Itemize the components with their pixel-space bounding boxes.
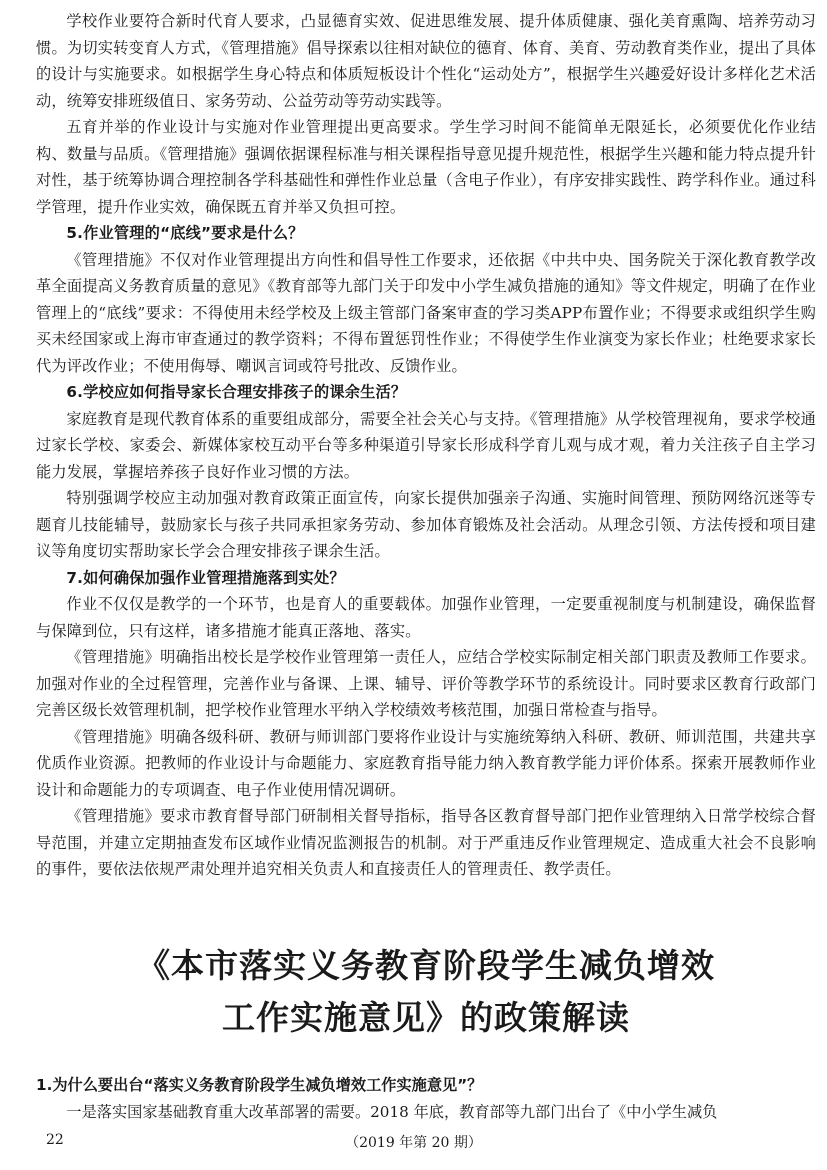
section-heading-1: 1.为什么要出台“落实义务教育阶段学生减负增效工作实施意见”？ <box>36 1076 483 1094</box>
paragraph: 《管理措施》明确各级科研、教研与师训部门要将作业设计与实施统筹纳入科研、教研、师训范围，共建共享优质作业资源。把教师的作业设计与命题能力、家庭教育指导能力纳入教育教学能力评价体系。探索开展教师作业设计和命题能力的专项调查、电子作业使用情况调研。 <box>36 727 816 799</box>
section-heading-6: 6.学校应如何指导家长合理安排孩子的课余生活？ <box>66 383 407 401</box>
article-2-body <box>36 1072 816 1125</box>
paragraph: 一是落实国家基础教育重大改革部署的需要。2018 年底，教育部等九部门出台了《中小学生减负 <box>66 1102 718 1121</box>
article-title-line-2: 工作实施意见》的政策解读 <box>222 998 630 1037</box>
article-title-line-1: 《本市落实义务教育阶段学生减负增效 <box>137 946 715 985</box>
section-heading-5: 5.作业管理的“底线”要求是什么？ <box>66 224 304 242</box>
paragraph: 作业不仅仅是教学的一个环节，也是育人的重要载体。加强作业管理，一定要重视制度与机制建设，确保监督与保障到位，只有这样，诸多措施才能真正落地、落实。 <box>36 595 816 640</box>
issue-label: （2019 年第 20 期） <box>345 1135 482 1151</box>
paragraph: 《管理措施》不仅对作业管理提出方向性和倡导性工作要求，还依据《中共中央、国务院关于深化教育教学改革全面提高义务教育质量的意见》《教育部等九部门关于印发中小学生减负措施的通知》等文件规定，明确了在作业管理上的“底线”要求：不得使用未经学校及上级主管部门备案审查的学习类APP布置作业；不得要求或组织学生购买未经国家或上海市审查通过的教学资料；不得布置惩罚性作业；不得使学生作业演变为家长作业；杜绝要求家长代为评改作业；不使用侮辱、嘲讽言词或符号批改、反馈作业。 <box>36 250 816 375</box>
paragraph: 学校作业要符合新时代育人要求，凸显德育实效、促进思维发展、提升体质健康、强化美育熏陶、培养劳动习惯。为切实转变育人方式，《管理措施》倡导探索以往相对缺位的德育、体育、美育、劳动教育类作业，提出了具体的设计与实施要求。如根据学生身心特点和体质短板设计个性化“运动处方”，根据学生兴趣爱好设计多样化艺术活动，统筹安排班级值日、家务劳动、公益劳动等劳动实践等。 <box>36 12 816 110</box>
article-body <box>36 8 816 883</box>
page-number: 22 <box>46 1132 64 1148</box>
section-heading-7: 7.如何确保加强作业管理措施落到实处？ <box>66 568 345 587</box>
article-title <box>36 940 816 1044</box>
paragraph: 家庭教育是现代教育体系的重要组成部分，需要全社会关心与支持。《管理措施》从学校管理视角，要求学校通过家长学校、家委会、新媒体家校互动平台等多种渠道引导家长形成科学育儿观与成才观，着力关注孩子自主学习能力发展，掌握培养孩子良好作业习惯的方法。 <box>36 409 816 481</box>
paragraph: 《管理措施》要求市教育督导部门研制相关督导指标，指导各区教育督导部门把作业管理纳入日常学校综合督导范围，并建立定期抽查发布区域作业情况监测报告的机制。对于严重违反作业管理规定、造成重大社会不良影响的事件，要依法依规严肃处理并追究相关负责人和直接责任人的管理责任、教学责任。 <box>36 807 816 878</box>
paragraph: 五育并举的作业设计与实施对作业管理提出更高要求。学生学习时间不能简单无限延长，必须要优化作业结构、数量与品质。《管理措施》强调依据课程标准与相关课程指导意见提升规范性，根据学生兴趣和能力特点提升针对性，基于统筹协调合理控制各学科基础性和弹性作业总量（含电子作业），有序安排实践性、跨学科作业。通过科学管理，提升作业实效，确保既五育并举又负担可控。 <box>36 118 816 216</box>
paragraph: 《管理措施》明确指出校长是学校作业管理第一责任人，应结合学校实际制定相关部门职责及教师工作要求。加强对作业的全过程管理，完善作业与备课、上课、辅导、评价等教学环节的系统设计。同时要求区教育行政部门完善区级长效管理机制，把学校作业管理水平纳入学校绩效考核范围，加强日常检查与指导。 <box>36 648 816 719</box>
paragraph: 特别强调学校应主动加强对教育政策正面宣传，向家长提供加强亲子沟通、实施时间管理、预防网络沉迷等专题育儿技能辅导，鼓励家长与孩子共同承担家务劳动、参加体育锻炼及社会活动。从理念引领、方法传授和项目建议等角度切实帮助家长学会合理安排孩子课余生活。 <box>36 489 816 560</box>
